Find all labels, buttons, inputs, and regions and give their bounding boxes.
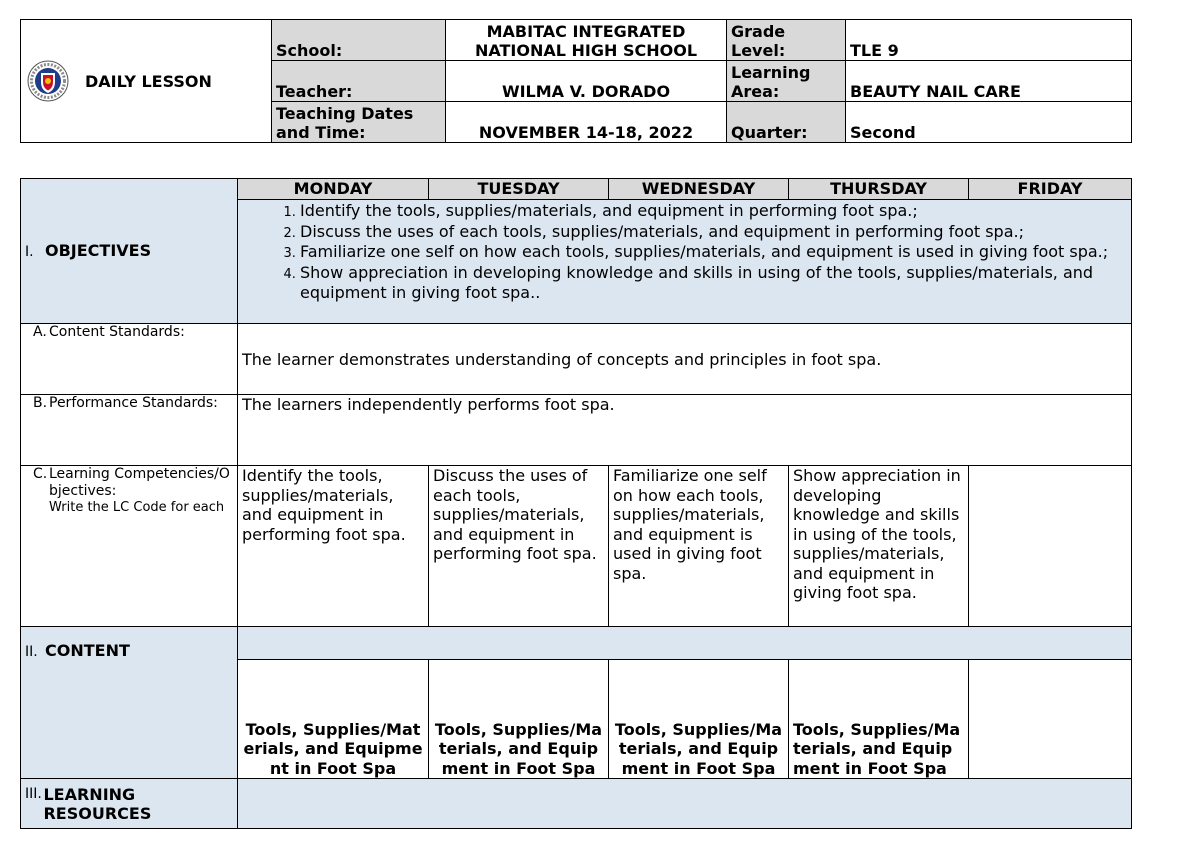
objective-item: 4. Show appreciation in developing knowledge and skills in using of the tools, supplies/materials, and equipment in giving foot spa.. — [300, 263, 1127, 304]
content-section — [21, 627, 238, 779]
resources-blank-cell — [238, 779, 1132, 829]
resources-label: LEARNING RESOURCES — [43, 784, 152, 823]
content-topic-thursday: Tools, Supplies/Materials, and Equipment in Foot Spa — [789, 660, 969, 779]
competency-thursday: Show appreciation in developing knowledge and skills in using of the tools, supplies/materials, and equipment in giving foot spa. — [789, 466, 969, 627]
performance-standards-label: Performance Standards: — [49, 395, 218, 411]
objective-item: 3. Familiarize one self on how each tools, supplies/materials, and equipment is used in giving foot spa.; — [300, 242, 1127, 263]
quarter-label: Quarter: — [727, 102, 846, 143]
objective-item: 2. Discuss the uses of each tools, supplies/materials, and equipment in performing foot spa.; — [300, 222, 1127, 243]
content-topic-wednesday: Tools, Supplies/Materials, and Equipment in Foot Spa — [609, 660, 789, 779]
objectives-section — [21, 179, 238, 324]
content-blank-row — [238, 627, 1132, 660]
day-header-tuesday: TUESDAY — [429, 179, 609, 200]
area-label: Learning Area: — [727, 61, 846, 102]
competency-monday: Identify the tools, supplies/materials, and equipment in performing foot spa. — [238, 466, 429, 627]
objectives-num: I. — [25, 243, 34, 260]
school-value: MABITAC INTEGRATED NATIONAL HIGH SCHOOL — [446, 20, 727, 61]
content-standards-label-cell — [21, 324, 238, 395]
competencies-label: Learning Competencies/Objectives: — [49, 466, 230, 499]
lesson-plan-table — [20, 178, 1132, 829]
lesson-header-table — [20, 19, 1132, 143]
competencies-label-cell — [21, 466, 238, 627]
dates-value: NOVEMBER 14-18, 2022 — [446, 102, 727, 143]
objectives-label: OBJECTIVES — [45, 240, 152, 260]
day-header-monday: MONDAY — [238, 179, 429, 200]
performance-standards-text: The learners independently performs foot spa. — [238, 395, 1132, 466]
performance-standards-letter: B. — [33, 395, 48, 411]
resources-section — [21, 779, 238, 829]
grade-label: Grade Level: — [727, 20, 846, 61]
content-topic-monday: Tools, Supplies/Materials, and Equipment in Foot Spa — [238, 660, 429, 779]
deped-seal-icon — [27, 60, 69, 102]
day-header-wednesday: WEDNESDAY — [609, 179, 789, 200]
content-standards-label: Content Standards: — [49, 324, 185, 340]
objective-item: 1. Identify the tools, supplies/materials, and equipment in performing foot spa.; — [300, 201, 1127, 222]
competency-wednesday: Familiarize one self on how each tools, supplies/materials, and equipment is used in giving foot spa. — [609, 466, 789, 627]
content-standards-letter: A. — [33, 324, 47, 340]
content-topic-tuesday: Tools, Supplies/Materials, and Equipment in Foot Spa — [429, 660, 609, 779]
competency-friday — [969, 466, 1132, 627]
dates-label: Teaching Dates and Time: — [272, 102, 446, 143]
competency-tuesday: Discuss the uses of each tools, supplies/materials, and equipment in performing foot spa. — [429, 466, 609, 627]
content-topic-friday — [969, 660, 1132, 779]
competencies-note: Write the LC Code for each — [49, 500, 225, 515]
content-num: II. — [25, 644, 38, 660]
competencies-letter: C. — [33, 466, 48, 482]
content-label: CONTENT — [45, 641, 130, 660]
day-header-friday: FRIDAY — [969, 179, 1132, 200]
title-cell — [21, 20, 272, 143]
grade-value: TLE 9 — [846, 20, 1132, 61]
area-value: BEAUTY NAIL CARE — [846, 61, 1132, 102]
quarter-value: Second — [846, 102, 1132, 143]
teacher-label: Teacher: — [272, 61, 446, 102]
resources-num: III. — [25, 785, 42, 802]
teacher-value: WILMA V. DORADO — [446, 61, 727, 102]
content-standards-text: The learner demonstrates understanding of concepts and principles in foot spa. — [238, 324, 1132, 395]
school-label: School: — [272, 20, 446, 61]
performance-standards-label-cell — [21, 395, 238, 466]
day-header-thursday: THURSDAY — [789, 179, 969, 200]
document-title: DAILY LESSON — [85, 71, 212, 91]
objectives-list — [242, 201, 1127, 304]
objectives-list-cell — [238, 200, 1132, 324]
